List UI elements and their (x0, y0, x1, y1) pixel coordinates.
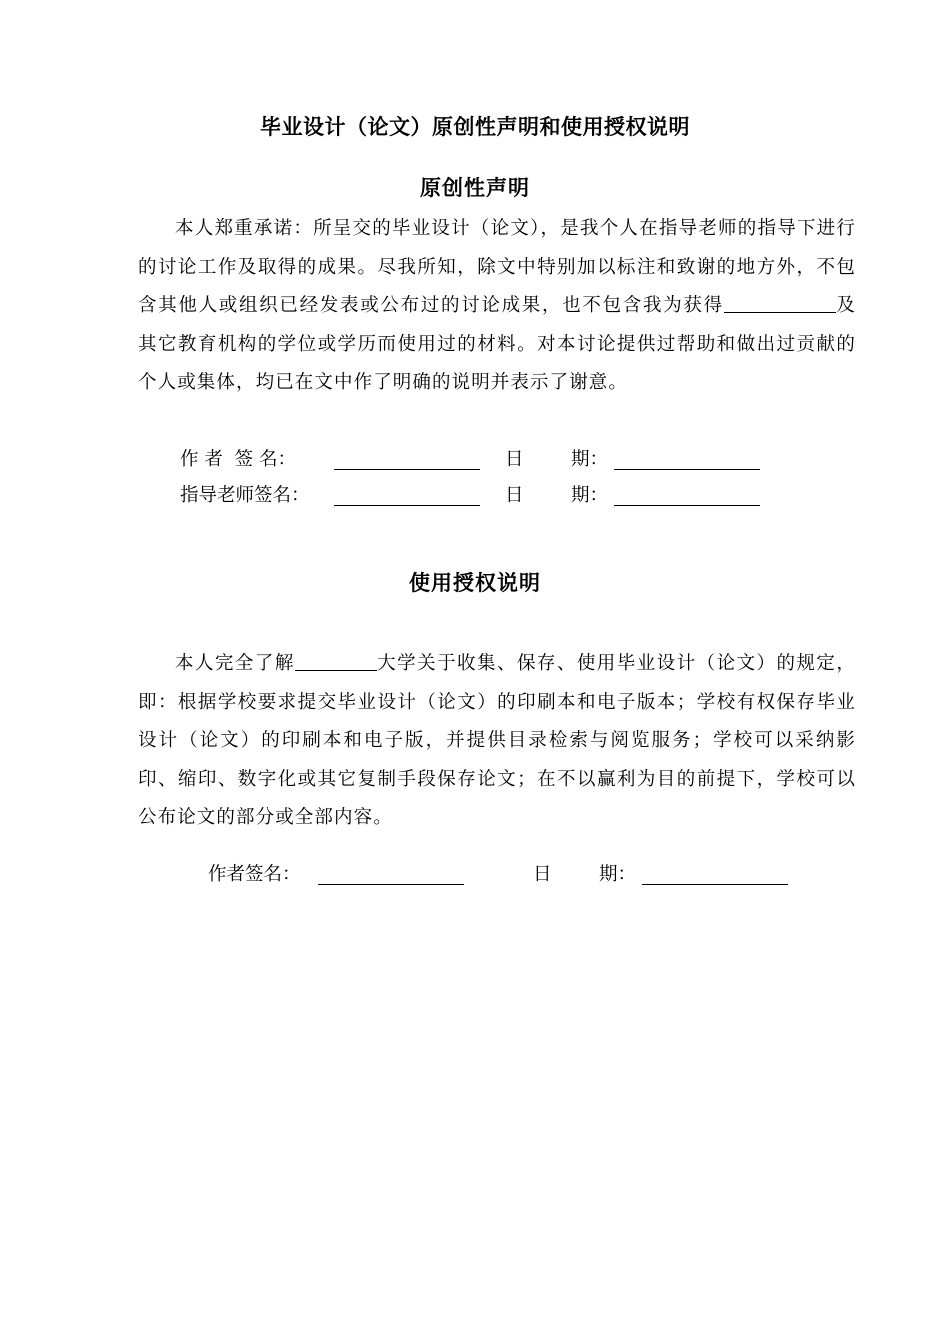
authorization-heading: 使用授权说明 (409, 571, 541, 595)
university-blank[interactable] (295, 648, 377, 671)
auth-author-sign-label: 作者签名： (208, 864, 301, 885)
authorization-signature-row (208, 860, 808, 890)
originality-heading: 原创性声明 (420, 176, 530, 200)
advisor-signature-line[interactable] (334, 481, 480, 506)
degree-blank[interactable] (724, 290, 836, 313)
date-label-char2: 期： (571, 449, 609, 470)
date-label-char2: 期： (599, 864, 637, 885)
author-date-line[interactable] (614, 445, 760, 470)
originality-text-part1: 本人郑重承诺：所呈交的毕业设计（论文），是我个人在指导老师的指导下进行的讨论工作及取得的成果。尽我所知，除文中特别加以标注和致谢的地方外，不包含其他人或组织已经发表或公布过的讨论成果，也不包含我为获得 (138, 218, 856, 317)
author-signature-line[interactable] (334, 445, 480, 470)
auth-author-signature-line[interactable] (318, 860, 464, 885)
advisor-date-line[interactable] (614, 481, 760, 506)
originality-paragraph (138, 210, 856, 403)
date-label-char1: 日 (533, 864, 552, 885)
auth-date-line[interactable] (642, 860, 788, 885)
author-sign-label: 作 者 签 名： (180, 449, 297, 470)
authorization-text-part1: 本人完全了解 (175, 653, 295, 674)
author-signature-row (180, 445, 780, 475)
date-label-char2: 期： (571, 485, 609, 506)
advisor-sign-label: 指导老师签名： (180, 485, 310, 506)
date-label-char1: 日 (505, 485, 524, 506)
date-label-char1: 日 (505, 449, 524, 470)
authorization-paragraph (138, 645, 856, 838)
authorization-text-part2: 大学关于收集、保存、使用毕业设计（论文）的规定，即：根据学校要求提交毕业设计（论文）的印刷本和电子版本；学校有权保存毕业设计（论文）的印刷本和电子版，并提供目录检索与阅览服务；学校可以采纳影印、缩印、数字化或其它复制手段保存论文；在不以赢利为目的前提下，学校可以公布论文的部分或全部内容。 (138, 653, 857, 829)
advisor-signature-row (180, 481, 780, 511)
document-title: 毕业设计（论文）原创性声明和使用授权说明 (260, 115, 690, 139)
originality-text-part2: 及其它教育机构的学位或学历而使用过的材料。对本讨论提供过帮助和做出过贡献的个人或集体，均已在文中作了明确的说明并表示了谢意。 (138, 295, 856, 394)
